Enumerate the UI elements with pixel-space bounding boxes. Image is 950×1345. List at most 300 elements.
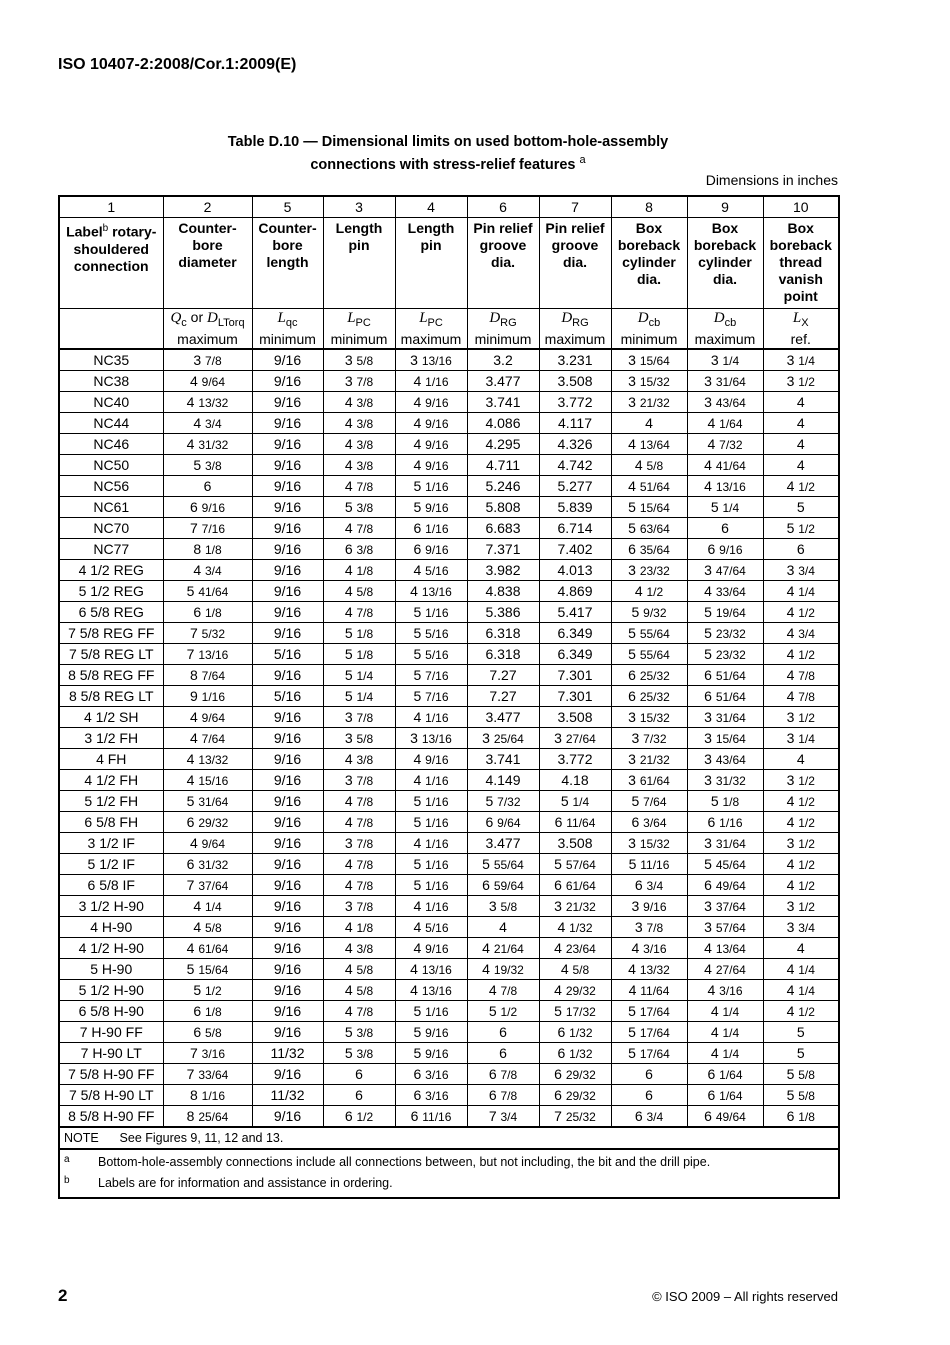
- value-cell: 3 47/64: [687, 560, 763, 581]
- connection-label-cell: NC38: [59, 371, 163, 392]
- symbol: D: [561, 309, 573, 326]
- footnote: [64, 1152, 834, 1173]
- limit-row: [59, 329, 839, 349]
- value-cell: 3 1/2: [763, 896, 839, 917]
- value-cell: 5 15/64: [163, 959, 252, 980]
- connection-label-cell: 3 1/2 H-90: [59, 896, 163, 917]
- symbol-subscript: LTorq: [217, 317, 245, 329]
- value-cell: 3 15/64: [611, 349, 687, 371]
- value-cell: 4 13/16: [395, 959, 467, 980]
- table-row: [59, 476, 839, 497]
- limit-cell: maximum: [687, 329, 763, 349]
- value-cell: 3 1/2: [763, 371, 839, 392]
- footnotes: [59, 1149, 839, 1198]
- value-cell: 4: [763, 392, 839, 413]
- value-cell: 8 7/64: [163, 665, 252, 686]
- value-cell: 4 9/64: [163, 707, 252, 728]
- value-cell: 9/16: [252, 539, 323, 560]
- value-cell: 4 1/16: [395, 371, 467, 392]
- value-cell: 3.508: [539, 833, 611, 854]
- connection-label-cell: 4 1/2 REG: [59, 560, 163, 581]
- value-cell: 3 31/64: [687, 371, 763, 392]
- value-cell: 4 9/16: [395, 749, 467, 770]
- symbol-subscript: RG: [500, 316, 517, 329]
- value-cell: 3 7/8: [323, 371, 395, 392]
- table-row: [59, 623, 839, 644]
- value-cell: 4 3/4: [763, 623, 839, 644]
- value-cell: 9/16: [252, 749, 323, 770]
- value-cell: 4 9/16: [395, 938, 467, 959]
- value-cell: 6 51/64: [687, 665, 763, 686]
- value-cell: 5 31/64: [163, 791, 252, 812]
- value-cell: 4 27/64: [687, 959, 763, 980]
- connection-label-cell: 4 FH: [59, 749, 163, 770]
- value-cell: 5 1/8: [323, 644, 395, 665]
- column-number: 6: [467, 196, 539, 218]
- value-cell: 6 29/32: [539, 1064, 611, 1085]
- value-cell: 4 5/8: [539, 959, 611, 980]
- value-cell: 5 45/64: [687, 854, 763, 875]
- connection-label-cell: NC44: [59, 413, 163, 434]
- value-cell: 9/16: [252, 476, 323, 497]
- value-cell: 3.508: [539, 371, 611, 392]
- column-number: 1: [59, 196, 163, 218]
- connection-label-cell: 3 1/2 FH: [59, 728, 163, 749]
- value-cell: 4 1/4: [763, 581, 839, 602]
- value-cell: 8 1/8: [163, 539, 252, 560]
- value-cell: 4.149: [467, 770, 539, 791]
- value-cell: 5 7/32: [467, 791, 539, 812]
- value-cell: 4 1/2: [763, 812, 839, 833]
- value-cell: 5 17/32: [539, 1001, 611, 1022]
- value-cell: 3 27/64: [539, 728, 611, 749]
- connection-label-cell: NC35: [59, 349, 163, 371]
- value-cell: 5 1/4: [323, 665, 395, 686]
- value-cell: 6.714: [539, 518, 611, 539]
- column-number: 8: [611, 196, 687, 218]
- column-number-row: [59, 196, 839, 218]
- value-cell: 4 7/8: [763, 665, 839, 686]
- value-cell: 5 9/16: [395, 1022, 467, 1043]
- footnote-row: [59, 1149, 839, 1198]
- limit-cell: minimum: [467, 329, 539, 349]
- value-cell: 8 1/16: [163, 1085, 252, 1106]
- connection-label-cell: 5 1/2 FH: [59, 791, 163, 812]
- value-cell: 9/16: [252, 602, 323, 623]
- value-cell: 3.741: [467, 749, 539, 770]
- value-cell: 4 1/2: [763, 602, 839, 623]
- value-cell: 7 3/16: [163, 1043, 252, 1064]
- value-cell: 6 9/16: [163, 497, 252, 518]
- value-cell: 9/16: [252, 560, 323, 581]
- value-cell: 5 1/16: [395, 476, 467, 497]
- symbol-cell: [163, 309, 252, 330]
- value-cell: 6: [611, 1085, 687, 1106]
- table-row: [59, 560, 839, 581]
- value-cell: 5 1/4: [687, 497, 763, 518]
- connection-label-cell: 5 1/2 REG: [59, 581, 163, 602]
- value-cell: 5 1/16: [395, 602, 467, 623]
- value-cell: 3 15/64: [687, 728, 763, 749]
- value-cell: 3 37/64: [687, 896, 763, 917]
- table-row: [59, 707, 839, 728]
- value-cell: 4 9/16: [395, 434, 467, 455]
- value-cell: 3 31/64: [687, 833, 763, 854]
- table-row: [59, 770, 839, 791]
- value-cell: 9/16: [252, 581, 323, 602]
- value-cell: 4 7/8: [323, 518, 395, 539]
- value-cell: 4 7/8: [467, 980, 539, 1001]
- value-cell: 4 13/64: [687, 938, 763, 959]
- value-cell: 4 13/16: [395, 980, 467, 1001]
- page-number: 2: [58, 1286, 68, 1305]
- value-cell: 3 5/8: [323, 728, 395, 749]
- value-cell: 4 1/4: [763, 959, 839, 980]
- value-cell: 3 5/8: [323, 349, 395, 371]
- value-cell: 4 1/4: [687, 1043, 763, 1064]
- value-cell: 3 21/32: [611, 392, 687, 413]
- value-cell: 3 31/32: [687, 770, 763, 791]
- symbol: D: [489, 309, 501, 326]
- value-cell: 4.869: [539, 581, 611, 602]
- value-cell: 9/16: [252, 434, 323, 455]
- symbol-cell: [467, 309, 539, 330]
- value-cell: 5 57/64: [539, 854, 611, 875]
- value-cell: 5 41/64: [163, 581, 252, 602]
- value-cell: 6.318: [467, 623, 539, 644]
- value-cell: 4: [763, 455, 839, 476]
- value-cell: 3.508: [539, 707, 611, 728]
- value-cell: 3 7/8: [323, 833, 395, 854]
- value-cell: 5.417: [539, 602, 611, 623]
- value-cell: 3 61/64: [611, 770, 687, 791]
- limit-cell: ref.: [763, 329, 839, 349]
- value-cell: 4 61/64: [163, 938, 252, 959]
- value-cell: 4.295: [467, 434, 539, 455]
- value-cell: 4 29/32: [539, 980, 611, 1001]
- table-row: [59, 686, 839, 707]
- symbol-row: [59, 309, 839, 330]
- connection-label-cell: 7 5/8 REG FF: [59, 623, 163, 644]
- value-cell: 3 15/32: [611, 371, 687, 392]
- value-cell: 5 55/64: [611, 644, 687, 665]
- value-cell: 5 55/64: [467, 854, 539, 875]
- connection-label-cell: 4 1/2 SH: [59, 707, 163, 728]
- value-cell: 3 43/64: [687, 392, 763, 413]
- table-row: [59, 875, 839, 896]
- value-cell: 4 1/64: [687, 413, 763, 434]
- value-cell: 9/16: [252, 959, 323, 980]
- value-cell: 3 7/8: [611, 917, 687, 938]
- value-cell: 3 1/2: [763, 770, 839, 791]
- value-cell: 6 7/8: [467, 1064, 539, 1085]
- value-cell: 5 3/8: [323, 1043, 395, 1064]
- symbol-cell: [252, 309, 323, 330]
- column-label: [59, 218, 163, 309]
- footnote-mark: a: [64, 1154, 70, 1165]
- value-cell: 3.772: [539, 749, 611, 770]
- value-cell: 5 5/16: [395, 644, 467, 665]
- footnote: [64, 1173, 834, 1194]
- table-row: [59, 602, 839, 623]
- connection-label-cell: NC50: [59, 455, 163, 476]
- value-cell: 9/16: [252, 518, 323, 539]
- value-cell: 6 1/8: [163, 1001, 252, 1022]
- value-cell: 4 9/64: [163, 833, 252, 854]
- value-cell: 4 7/8: [323, 1001, 395, 1022]
- connection-label-cell: 4 1/2 FH: [59, 770, 163, 791]
- value-cell: 4 7/8: [323, 854, 395, 875]
- value-cell: 3 9/16: [611, 896, 687, 917]
- value-cell: 5 1/2: [163, 980, 252, 1001]
- symbol-subscript: cb: [724, 316, 737, 329]
- value-cell: 5: [763, 497, 839, 518]
- value-cell: 5 1/8: [687, 791, 763, 812]
- value-cell: 4 1/16: [395, 707, 467, 728]
- value-cell: 5 15/64: [611, 497, 687, 518]
- value-cell: 4 1/16: [395, 770, 467, 791]
- value-cell: 5 1/16: [395, 875, 467, 896]
- value-cell: 9/16: [252, 791, 323, 812]
- value-cell: 4 21/64: [467, 938, 539, 959]
- value-cell: 6 3/16: [395, 1064, 467, 1085]
- value-cell: 4 3/4: [163, 560, 252, 581]
- table-row: [59, 896, 839, 917]
- value-cell: 4 5/8: [323, 959, 395, 980]
- value-cell: 4 1/32: [539, 917, 611, 938]
- value-cell: 6.349: [539, 623, 611, 644]
- symbol-subscript: RG: [572, 316, 589, 329]
- connection-label-cell: NC56: [59, 476, 163, 497]
- value-cell: 7 13/16: [163, 644, 252, 665]
- column-label-row: [59, 218, 839, 309]
- label-rest: rotary-shouldered connection: [73, 223, 157, 274]
- value-cell: 4 13/64: [611, 434, 687, 455]
- value-cell: 9/16: [252, 875, 323, 896]
- value-cell: 6 3/64: [611, 812, 687, 833]
- value-cell: 4 7/32: [687, 434, 763, 455]
- value-cell: 6 3/4: [611, 875, 687, 896]
- value-cell: 4 33/64: [687, 581, 763, 602]
- value-cell: 6 49/64: [687, 875, 763, 896]
- table-row: [59, 833, 839, 854]
- dimensions-note: Dimensions in inches: [705, 172, 838, 188]
- value-cell: 3 13/16: [395, 349, 467, 371]
- value-cell: 3 7/8: [323, 707, 395, 728]
- value-cell: 4 23/64: [539, 938, 611, 959]
- value-cell: 7 3/4: [467, 1106, 539, 1128]
- table-row: [59, 1064, 839, 1085]
- column-label: Pin relief groove dia.: [539, 218, 611, 309]
- column-label: Box boreback cylinder dia.: [611, 218, 687, 309]
- note-row: [59, 1127, 839, 1149]
- column-label: Length pin: [323, 218, 395, 309]
- value-cell: 4 3/8: [323, 749, 395, 770]
- table-row: [59, 581, 839, 602]
- connection-label-cell: NC70: [59, 518, 163, 539]
- value-cell: 3 1/4: [763, 728, 839, 749]
- column-number: 10: [763, 196, 839, 218]
- value-cell: 5.839: [539, 497, 611, 518]
- value-cell: 9/16: [252, 349, 323, 371]
- value-cell: 5 3/8: [323, 1022, 395, 1043]
- value-cell: 5 23/32: [687, 644, 763, 665]
- value-cell: 4 7/8: [323, 812, 395, 833]
- symbol-cell: [59, 309, 163, 330]
- symbol-or: or: [186, 309, 208, 325]
- value-cell: 6 1/32: [539, 1043, 611, 1064]
- table-body: [59, 349, 839, 1127]
- value-cell: 6.318: [467, 644, 539, 665]
- value-cell: 6 1/8: [763, 1106, 839, 1128]
- connection-label-cell: NC40: [59, 392, 163, 413]
- symbol-cell: [763, 309, 839, 330]
- value-cell: 5 11/16: [611, 854, 687, 875]
- value-cell: 6 35/64: [611, 539, 687, 560]
- value-cell: 4 3/16: [611, 938, 687, 959]
- column-number: 4: [395, 196, 467, 218]
- connection-label-cell: 7 5/8 H-90 FF: [59, 1064, 163, 1085]
- value-cell: 4 1/2: [763, 476, 839, 497]
- value-cell: 6 61/64: [539, 875, 611, 896]
- value-cell: 4: [763, 749, 839, 770]
- connection-label-cell: 7 5/8 H-90 LT: [59, 1085, 163, 1106]
- value-cell: 6 59/64: [467, 875, 539, 896]
- value-cell: 5 1/16: [395, 854, 467, 875]
- value-cell: 6 29/32: [539, 1085, 611, 1106]
- table-caption: [58, 133, 838, 174]
- value-cell: 6 11/16: [395, 1106, 467, 1128]
- value-cell: 5 1/4: [323, 686, 395, 707]
- value-cell: 4 5/8: [323, 581, 395, 602]
- value-cell: 4 13/32: [163, 392, 252, 413]
- value-cell: 4: [763, 413, 839, 434]
- label-footnote-mark: b: [102, 223, 109, 234]
- value-cell: 7.371: [467, 539, 539, 560]
- value-cell: 4 9/16: [395, 455, 467, 476]
- value-cell: 6: [687, 518, 763, 539]
- connection-label-cell: 7 H-90 FF: [59, 1022, 163, 1043]
- value-cell: 4 3/8: [323, 938, 395, 959]
- table-row: [59, 349, 839, 371]
- value-cell: 11/32: [252, 1085, 323, 1106]
- value-cell: 6 1/16: [395, 518, 467, 539]
- value-cell: 4 1/2: [611, 581, 687, 602]
- symbol: L: [419, 309, 428, 326]
- value-cell: 6 1/8: [163, 602, 252, 623]
- symbol: L: [277, 309, 286, 326]
- limit-cell: minimum: [323, 329, 395, 349]
- value-cell: 6 9/16: [395, 539, 467, 560]
- caption-line-2: [58, 151, 838, 174]
- value-cell: 3 25/64: [467, 728, 539, 749]
- value-cell: 7.301: [539, 686, 611, 707]
- table-row: [59, 413, 839, 434]
- symbol-cell: [539, 309, 611, 330]
- limit-cell: [59, 329, 163, 349]
- value-cell: 9/16: [252, 1064, 323, 1085]
- value-cell: 5 19/64: [687, 602, 763, 623]
- document-id: ISO 10407-2:2008/Cor.1:2009(E): [58, 56, 297, 73]
- column-number: 9: [687, 196, 763, 218]
- value-cell: 4 5/8: [611, 455, 687, 476]
- value-cell: 5 17/64: [611, 1001, 687, 1022]
- symbol-subscript: PC: [355, 316, 371, 329]
- value-cell: 5 17/64: [611, 1043, 687, 1064]
- value-cell: 3 1/4: [763, 349, 839, 371]
- value-cell: 4 3/8: [323, 455, 395, 476]
- value-cell: 6: [467, 1043, 539, 1064]
- value-cell: 9/16: [252, 854, 323, 875]
- value-cell: 9/16: [252, 392, 323, 413]
- limit-cell: maximum: [163, 329, 252, 349]
- value-cell: 4 13/16: [687, 476, 763, 497]
- value-cell: 6 7/8: [467, 1085, 539, 1106]
- value-cell: 6.683: [467, 518, 539, 539]
- value-cell: 6: [467, 1022, 539, 1043]
- value-cell: 9/16: [252, 896, 323, 917]
- limit-cell: minimum: [611, 329, 687, 349]
- table-row: [59, 665, 839, 686]
- limit-cell: minimum: [252, 329, 323, 349]
- value-cell: 5.386: [467, 602, 539, 623]
- connection-label-cell: NC77: [59, 539, 163, 560]
- table-row: [59, 392, 839, 413]
- value-cell: 3.231: [539, 349, 611, 371]
- symbol-subscript: qc: [285, 316, 298, 329]
- connection-label-cell: 8 5/8 REG LT: [59, 686, 163, 707]
- value-cell: 3 7/8: [163, 349, 252, 371]
- value-cell: 5 1/16: [395, 791, 467, 812]
- value-cell: 5 3/8: [163, 455, 252, 476]
- value-cell: 6 25/32: [611, 686, 687, 707]
- value-cell: 9/16: [252, 770, 323, 791]
- value-cell: 6 3/8: [323, 539, 395, 560]
- value-cell: 5 1/2: [763, 518, 839, 539]
- value-cell: 9/16: [252, 917, 323, 938]
- table-row: [59, 497, 839, 518]
- symbol-cell: [323, 309, 395, 330]
- value-cell: 5: [763, 1022, 839, 1043]
- value-cell: 4 7/64: [163, 728, 252, 749]
- value-cell: 3 31/64: [687, 707, 763, 728]
- value-cell: 11/32: [252, 1043, 323, 1064]
- value-cell: 4.742: [539, 455, 611, 476]
- value-cell: 6 1/2: [323, 1106, 395, 1128]
- value-cell: 5 7/16: [395, 686, 467, 707]
- symbol: D: [637, 309, 649, 326]
- value-cell: 3 3/4: [763, 917, 839, 938]
- value-cell: 3 1/2: [763, 707, 839, 728]
- value-cell: 4 5/16: [395, 560, 467, 581]
- value-cell: 3.477: [467, 371, 539, 392]
- symbol: Q: [170, 310, 182, 326]
- connection-label-cell: 4 1/2 H-90: [59, 938, 163, 959]
- connection-label-cell: NC61: [59, 497, 163, 518]
- value-cell: 5: [763, 1043, 839, 1064]
- symbol: L: [792, 309, 802, 326]
- value-cell: 5 5/16: [395, 623, 467, 644]
- value-cell: 9/16: [252, 812, 323, 833]
- value-cell: 4 15/16: [163, 770, 252, 791]
- value-cell: 5.246: [467, 476, 539, 497]
- value-cell: 4: [763, 938, 839, 959]
- value-cell: 4 13/16: [395, 581, 467, 602]
- value-cell: 6 29/32: [163, 812, 252, 833]
- value-cell: 3 57/64: [687, 917, 763, 938]
- value-cell: 4 5/8: [163, 917, 252, 938]
- symbol-cell: [611, 309, 687, 330]
